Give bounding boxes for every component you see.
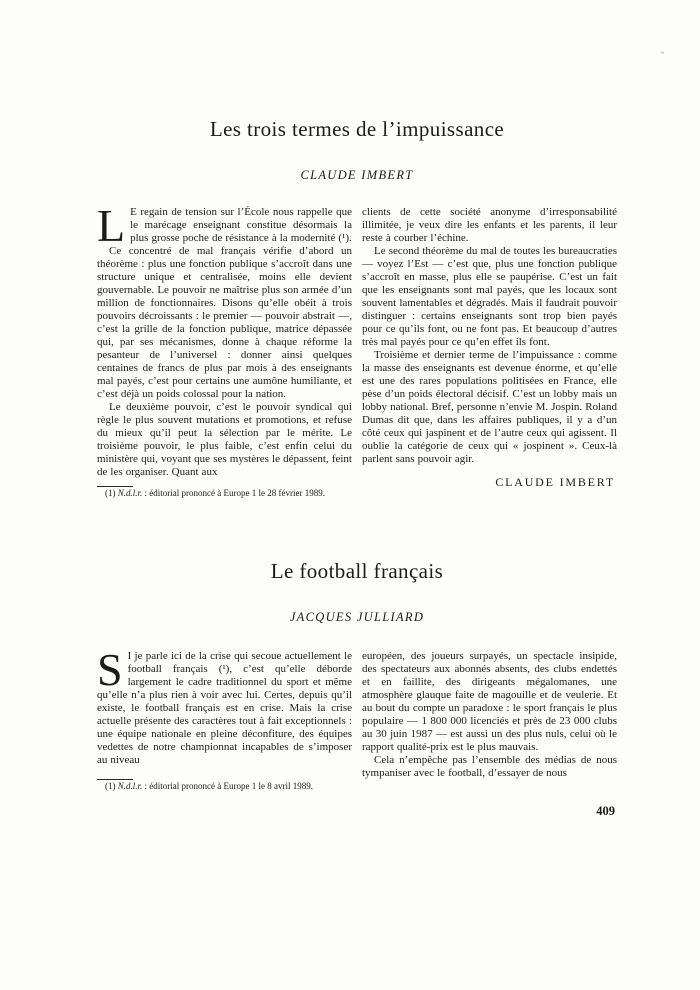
paragraph-text: I je parle ici de la crise qui secoue actuellement le football français (¹), c’est qu’elle déborde largement le cadre traditionnel du sport et même qu’elle n’a plus rien à voir avec lui. Certes, depuis qu’il existe, le football français est en crise. Mais la crise actuelle présente des caractères tout à fait exceptionnels : une équipe nationale en pleine déconfiture, des équipes vedettes de notre championnat incapables de s’imposer au niveau <box>97 650 352 766</box>
column-right <box>362 650 617 792</box>
column-right <box>362 206 617 499</box>
paragraph: clients de cette société anonyme d’irresponsabilité illimitée, je veux dire les enfants et les parents, il leur reste à courber l’échine. <box>362 206 617 244</box>
paragraph: européen, des joueurs surpayés, un spectacle insipide, des spectateurs aux abonnés absents, des clubs endettés et en faillite, des dirigeants mégalomanes, une atmosphère glauque faite de magouille et de veulerie. Et au bout du compte un paradoxe : le sport français le plus populaire — 1 800 000 licenciés et près de 23 000 clubs au 30 juin 1987 — est aussi un des plus nuls, celui où le rapport qualité-prix est le plus mauvais. <box>362 650 617 753</box>
footnote-rest: : éditorial prononcé à Europe 1 le 28 février 1989. <box>142 488 325 498</box>
dropcap-letter: L <box>97 200 126 251</box>
article-title: Le football français <box>270 559 444 583</box>
paragraph: Troisième et dernier terme de l’impuissance : comme la masse des enseignants est devenue énorme, et qu’elle est une des rares populations politisées en France, elle pèse d’un poids électoral décisif. C’est un lobby mais un lobby national. Bref, personne n’envie M. Jospin. Roland Dumas dit que, dans les affaires publiques, il y a d’un côté ceux qui jaspinent et de l’autre ceux qui agissent. Il oublie la catégorie de ceux qui « jospinent ». Ceux-là parlent sans pouvoir agir. <box>362 349 617 465</box>
article-author: CLAUDE IMBERT <box>300 168 414 182</box>
footnote-text <box>97 488 352 499</box>
article-impuissance <box>97 117 617 499</box>
article-signature: CLAUDE IMBERT <box>495 475 615 489</box>
article-title: Les trois termes de l’impuissance <box>209 117 505 141</box>
scan-speck <box>661 51 664 54</box>
article-football <box>97 559 617 792</box>
footnote <box>97 779 352 792</box>
paragraph: Cela n’empêche pas l’ensemble des médias de nous tympaniser avec le football, d’essayer de nous <box>362 754 617 779</box>
paragraph: Ce concentré de mal français vérifie d’abord un théorème : plus une fonction publique s’accroît dans une structure unique et centralisée, moins elle devient gouvernable. Le pouvoir ne maîtrise plus son armée d’un million de fonctionnaires. Disons qu’elle obéit à trois pouvoirs décroissants : le premier — pouvoir abstrait —, c’est la grille de la fonction publique, matrice dépassée qui, par ses mécanismes, donne à chaque réforme la pesanteur de l’universel : donner ainsi quelques centaines de francs de plus par mois à des enseignants mal payés, c’est pour certains une aumône humiliante, et c’est déjà un poids colossal pour la nation. <box>97 245 352 400</box>
footnote-text <box>97 781 352 792</box>
footnote-rule <box>97 779 133 780</box>
dropcap-letter: S <box>97 644 123 695</box>
paragraph: Le deuxième pouvoir, c’est le pouvoir syndical qui règle le plus souvent mutations et promotions, et refuse du mieux qu’il peut la sélection par le mérite. Le troisième pouvoir, le plus faible, c’est enfin celui du ministère qui, voyant que ses mystères le dépassent, feint de les organiser. Quant aux <box>97 401 352 478</box>
article-columns <box>97 200 617 499</box>
footnote-abbr: N.d.l.r. <box>117 488 143 498</box>
page-number: 409 <box>596 804 615 818</box>
article-author: JACQUES JULLIARD <box>289 610 425 624</box>
paragraph-text: E regain de tension sur l’École nous rappelle que le marécage enseignant constitue désormais la plus grosse poche de résistance à la modernité (¹). <box>130 206 352 244</box>
paragraph-lead <box>97 644 352 767</box>
footnote-label: (1) <box>105 781 116 791</box>
footnote-label: (1) <box>105 488 116 498</box>
column-left <box>97 200 352 499</box>
footnote-rest: : éditorial prononcé à Europe 1 le 8 avril 1989. <box>142 781 313 791</box>
paragraph-lead <box>97 200 352 251</box>
footnote <box>97 486 352 499</box>
article-columns <box>97 644 617 792</box>
footnote-rule <box>97 486 133 487</box>
footnote-abbr: N.d.l.r. <box>117 781 143 791</box>
paragraph: Le second théorème du mal de toutes les bureaucraties — voyez l’Est — c’est que, plus une fonction publique s’accroît en masse, plus elle se paupérise. C’est un fait que les enseignants sont mal payés, que les locaux sont souvent lamentables et dégradés. Mais il faudrait pouvoir distinguer : certains enseignants sont trop bien payés pour ce qu’ils font, ou ne font pas. Et beaucoup d’autres très mal payés pour ce qu’en effet ils font. <box>362 245 617 348</box>
page-content <box>97 0 617 818</box>
column-left <box>97 644 352 792</box>
